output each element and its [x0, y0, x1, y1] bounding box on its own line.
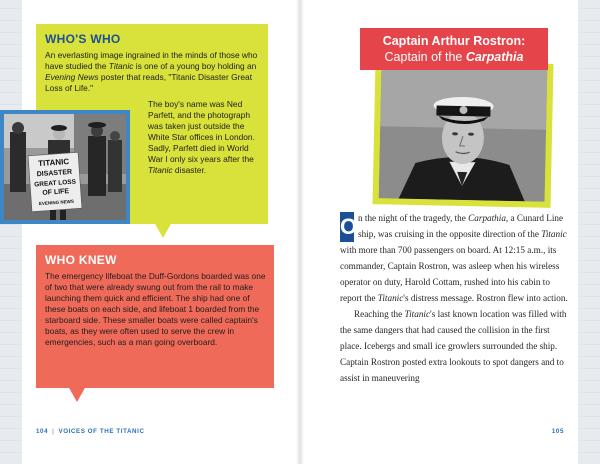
whos-who-side-text: The boy's name was Ned Parfett, and the photograph was taken just outside the White Star offices in London. Sadly, Parfett died in World War I only six years after the Titanic disaster. [148, 99, 255, 175]
header-line-2: Captain of the Carpathia [384, 50, 524, 64]
running-title: VOICES OF THE TITANIC [58, 428, 145, 435]
section-header [360, 28, 548, 70]
paragraph-1: O n the night of the tragedy, the Carpathia, a Cunard Line ship, was cruising in the opposite direction of the Titanic with more than 700 passengers on board. At 12:15 a.m., its commander, Captain Rostron, was asleep when his wireless operator on duty, Harold Cottam, rushed into his cabin to report the Titanic's distress message. Rostron flew into action. [340, 213, 568, 303]
book-gutter [296, 0, 304, 464]
folio-separator: | [52, 428, 55, 435]
rostron-portrait [373, 60, 554, 208]
who-knew-title: WHO KNEW [45, 253, 117, 267]
poster-line-2: DISASTER [36, 168, 73, 179]
left-page-number: 104 [36, 428, 49, 435]
whos-who-lead-text: An everlasting image ingrained in the minds of those who have studied the Titanic is one of a young boy holding an Evening News poster that reads, "Titanic Disaster Great Loss of Life." [45, 50, 258, 93]
header-line-1: Captain Arthur Rostron: [382, 34, 526, 48]
rostron-portrait-image [379, 66, 548, 201]
left-margin-decoration [0, 0, 22, 464]
right-page-number: 105 [551, 428, 564, 435]
newsboy-photo-image [4, 114, 126, 220]
poster-line-4: OF LIFE [42, 188, 70, 197]
poster-line-3: GREAT LOSS [34, 178, 77, 189]
left-folio [36, 428, 145, 435]
newsboy-photo [0, 110, 130, 224]
drop-cap: O [340, 212, 354, 242]
paragraph-2: Reaching the Titanic's last known location was filled with the same dangers that had caused the collision in the first place. Icebergs and small ice growlers surrounded the ship. Captain Rostron posted extra lookouts to spot dangers and to assist in maneuvering [340, 309, 567, 383]
right-margin-decoration [578, 0, 600, 464]
who-knew-box [36, 245, 274, 388]
article-body [340, 210, 572, 386]
whos-who-title: WHO'S WHO [45, 32, 121, 46]
right-page [300, 0, 600, 464]
who-knew-callout-tail [68, 386, 86, 402]
whos-who-callout-tail [154, 222, 172, 238]
header-ship-name: Carpathia [465, 50, 524, 64]
poster-line-1: TITANIC [37, 156, 70, 169]
poster-line-5: EVENING NEWS [38, 198, 75, 207]
who-knew-body: The emergency lifeboat the Duff-Gordons boarded was one of two that were already swung out from the rail to make launching them quick and efficient. The ship had one of these boats on each side, and lifeboat 1 boarded from the starboard side. These smaller boats were called captain's boats, as they were often used to serve the crew in emergencies, such as a man going overboard. [45, 271, 266, 347]
